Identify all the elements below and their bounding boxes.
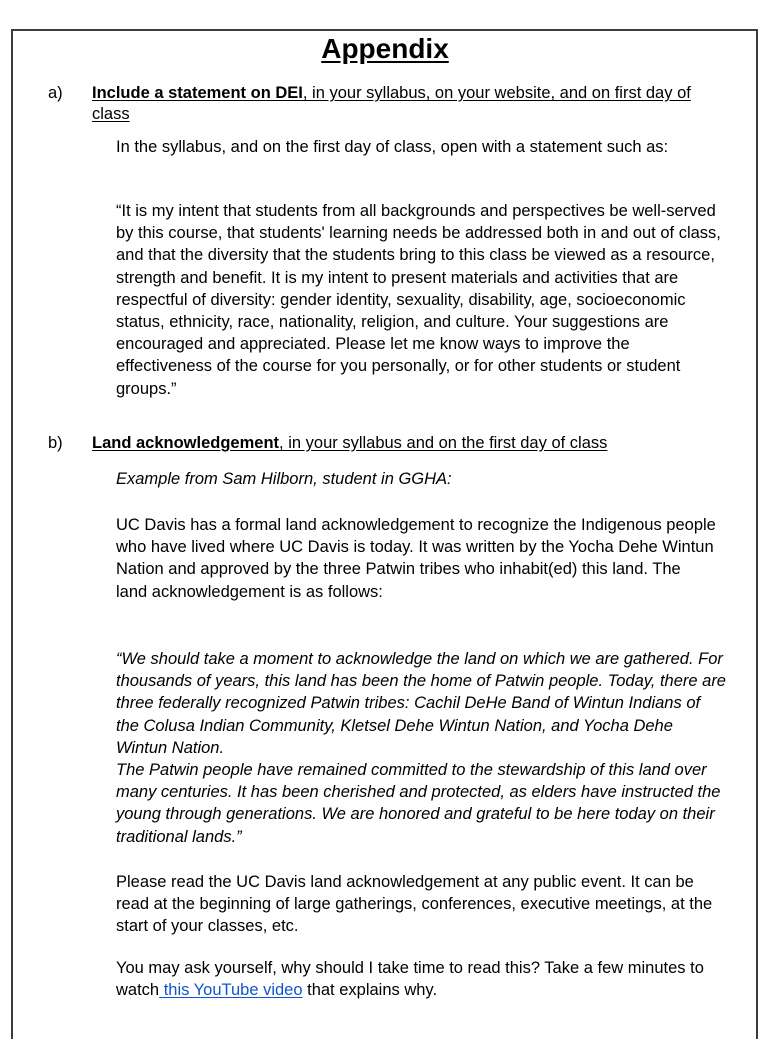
section-a-intro xyxy=(116,136,716,158)
section-b-header xyxy=(48,433,708,454)
section-b-marker: b) xyxy=(48,434,63,452)
section-a-heading xyxy=(92,83,708,125)
section-a-intro-text: In the syllabus, and on the first day of class, open with a statement such as: xyxy=(116,138,669,156)
section-b-quote-part2: The Patwin people have remained committed to the stewardship of this land over many centuries. It has been cherished and protected, as elders have instructed the young through generations. We are honored and grateful to be here today on their traditional lands.” xyxy=(116,761,721,846)
section-b-heading-bold: Land acknowledgement xyxy=(92,434,280,452)
section-b-example-caption-text: Example from Sam Hilborn, student in GGHA: xyxy=(116,470,452,488)
section-b-instruction xyxy=(116,871,716,938)
section-b-quote xyxy=(116,648,726,848)
section-a-heading-bold: Include a statement on DEI xyxy=(92,84,303,102)
section-b-closing-after-link: that explains why. xyxy=(302,981,438,1000)
section-b-closing-paragraph xyxy=(116,957,726,1001)
section-a-heading-rest: , in your syllabus, on your website, and on first day of class xyxy=(92,84,691,123)
section-b-intro xyxy=(116,514,716,603)
section-b-instruction-text: Please read the UC Davis land acknowledgement at any public event. It can be read at the beginning of large gatherings, conferences, executive meetings, at the start of your classes, etc. xyxy=(116,873,713,936)
youtube-video-link[interactable]: this YouTube video xyxy=(159,981,303,1000)
page-title: Appendix xyxy=(321,33,449,64)
section-a-marker: a) xyxy=(48,84,63,102)
section-b-intro-text: UC Davis has a formal land acknowledgement to recognize the Indigenous people who have lived where UC Davis is today. It was written by the Yocha Dehe Wintun Nation and approved by the three Patwin tribes who inhabit(ed) this land. The land acknowledgement is as follows: xyxy=(116,516,716,601)
section-b-quote-part1: “We should take a moment to acknowledge the land on which we are gathered. For thousands of years, this land has been the home of Patwin people. Today, there are three federally recognized Patwin tribes: Cachil DeHe Band of Wintun Indians of the Colusa Indian Community, Kletsel Dehe Wintun Nation, and Yocha Dehe Wintun Nation. xyxy=(116,650,726,757)
section-b-heading xyxy=(92,433,708,454)
section-b-closing xyxy=(116,957,726,1001)
section-b-example-caption xyxy=(116,468,726,490)
section-a-quote xyxy=(116,200,726,400)
section-b-heading-rest: , in your syllabus and on the first day of class xyxy=(279,434,608,452)
section-b-closing-before-link: You may ask yourself, why should I take time to read this? Take a few minutes to watch xyxy=(116,959,704,1000)
section-a-quote-text: “It is my intent that students from all backgrounds and perspectives be well-served by this course, that students' learning needs be addressed both in and out of class, and that the diversity that the students bring to this class be viewed as a resource, strength and benefit. It is my intent to present materials and activities that are respectful of diversity: gender identity, sexuality, disability, age, socioeconomic status, ethnicity, race, nationality, religion, and culture. Your suggestions are encouraged and appreciated. Please let me know ways to improve the effectiveness of the course for you personally, or for other students or student groups.” xyxy=(116,202,721,398)
section-a-header xyxy=(48,83,708,125)
